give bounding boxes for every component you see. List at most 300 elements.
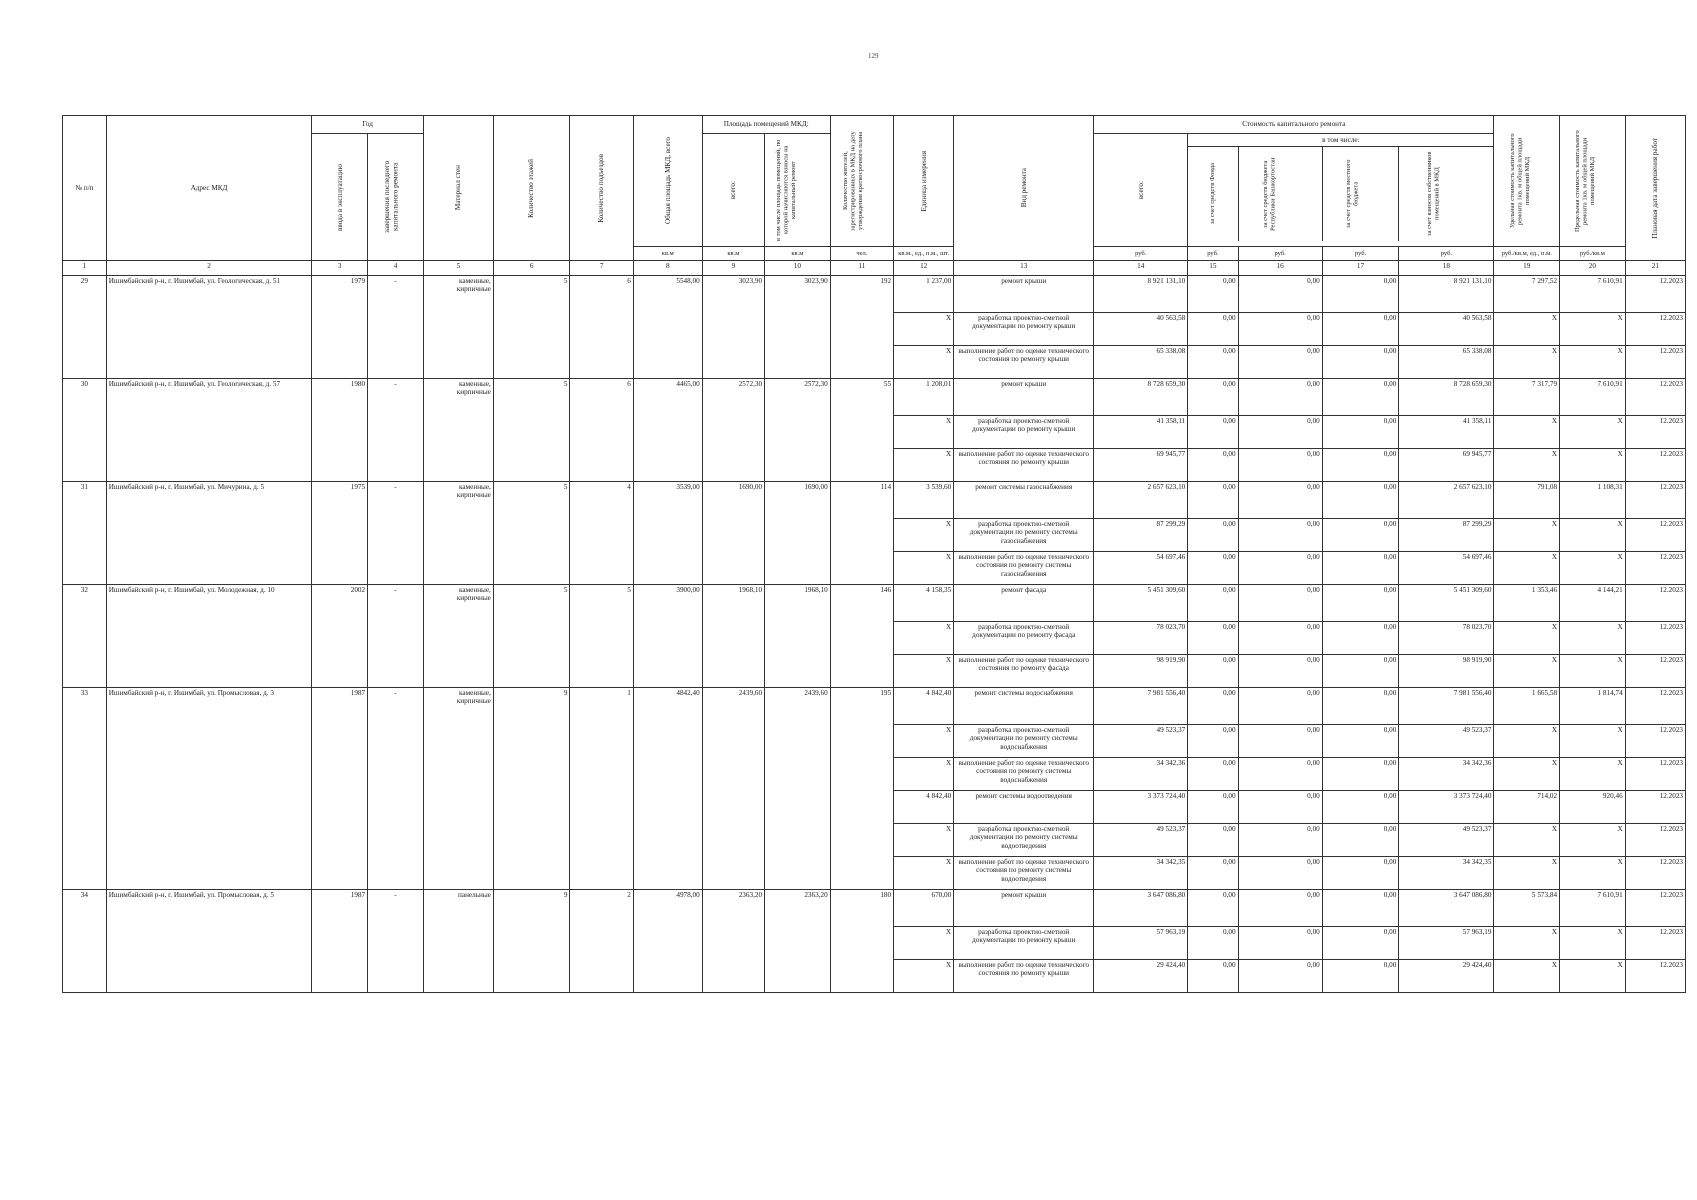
house-entrances: 5: [570, 585, 633, 688]
cost-rb-budget: 0,00: [1238, 379, 1322, 416]
header-work-type: Вид ремонта: [954, 116, 1094, 261]
work-qty: X: [894, 824, 954, 857]
column-number: 1: [63, 261, 107, 276]
max-cost: 1 814,74: [1560, 688, 1626, 725]
house-premises-repair: 2439,60: [765, 688, 831, 890]
unit-area-premises: кв.м: [702, 247, 764, 261]
cost-rb-budget: 0,00: [1238, 313, 1322, 346]
unit-cost: 7 297,52: [1494, 276, 1560, 313]
cost-rb-budget: 0,00: [1238, 449, 1322, 482]
deadline-date: 12.2023: [1625, 313, 1685, 346]
cost-total: 57 963,19: [1094, 927, 1188, 960]
max-cost: X: [1560, 622, 1626, 655]
work-name: ремонт системы газоснабжения: [954, 482, 1094, 519]
column-number: 11: [830, 261, 893, 276]
unit-cost: X: [1494, 552, 1560, 585]
cost-total: 41 358,11: [1094, 416, 1188, 449]
cost-rb-budget: 0,00: [1238, 688, 1322, 725]
work-name: ремонт фасада: [954, 585, 1094, 622]
cost-owners: 54 697,46: [1399, 552, 1494, 585]
header-cost-total: всего:: [1094, 134, 1188, 247]
header-walls: Материал стен: [423, 116, 493, 261]
cost-total: 29 424,40: [1094, 960, 1188, 993]
cost-rb-budget: 0,00: [1238, 890, 1322, 927]
house-residents: 114: [830, 482, 893, 585]
cost-owners: 49 523,37: [1399, 725, 1494, 758]
max-cost: X: [1560, 960, 1626, 993]
cost-fund: 0,00: [1188, 927, 1238, 960]
deadline-date: 12.2023: [1625, 725, 1685, 758]
cost-fund: 0,00: [1188, 276, 1238, 313]
deadline-date: 12.2023: [1625, 416, 1685, 449]
unit-cost: X: [1494, 927, 1560, 960]
unit-people: чел.: [830, 247, 893, 261]
work-name: выполнение работ по оценке технического состояния по ремонту крыши: [954, 346, 1094, 379]
work-qty: X: [894, 927, 954, 960]
cost-total: 40 563,58: [1094, 313, 1188, 346]
work-qty: X: [894, 313, 954, 346]
house-last-repair: -: [368, 585, 424, 688]
house-num: 32: [63, 585, 107, 688]
cost-owners: 49 523,37: [1399, 824, 1494, 857]
work-name: ремонт крыши: [954, 379, 1094, 416]
cost-owners: 78 023,70: [1399, 622, 1494, 655]
house-premises-repair: 1690,00: [765, 482, 831, 585]
deadline-date: 12.2023: [1625, 824, 1685, 857]
cost-local-budget: 0,00: [1322, 313, 1399, 346]
work-name: разработка проектно-сметной документации по ремонту крыши: [954, 927, 1094, 960]
cost-fund: 0,00: [1188, 416, 1238, 449]
cost-total: 87 299,29: [1094, 519, 1188, 552]
cost-total: 8 728 659,30: [1094, 379, 1188, 416]
work-name: выполнение работ по оценке технического состояния по ремонту системы водоотведения: [954, 857, 1094, 890]
unit-cost: X: [1494, 758, 1560, 791]
house-premises-repair: 3023,90: [765, 276, 831, 379]
house-residents: 180: [830, 890, 893, 993]
work-name: выполнение работ по оценке технического состояния по ремонту крыши: [954, 449, 1094, 482]
column-number: 20: [1560, 261, 1626, 276]
header-year-last-repair: завершения последнего капитального ремонта: [368, 134, 424, 261]
cost-local-budget: 0,00: [1322, 655, 1399, 688]
house-total-area: 3539,00: [633, 482, 702, 585]
cost-owners: 41 358,11: [1399, 416, 1494, 449]
house-address: Ишимбайский р-н, г. Ишимбай, ул. Промысловая, д. 5: [106, 890, 312, 993]
work-qty: X: [894, 449, 954, 482]
cost-rb-budget: 0,00: [1238, 791, 1322, 824]
max-cost: 7 610,91: [1560, 379, 1626, 416]
house-num: 33: [63, 688, 107, 890]
cost-fund: 0,00: [1188, 552, 1238, 585]
work-name: разработка проектно-сметной документации по ремонту системы водоотведения: [954, 824, 1094, 857]
cost-owners: 34 342,35: [1399, 857, 1494, 890]
house-last-repair: -: [368, 688, 424, 890]
unit-cost: X: [1494, 346, 1560, 379]
unit-measure: кв.м., ед., п.м., шт.: [894, 247, 954, 261]
header-fund: за счет средств Фонда: [1188, 147, 1238, 241]
cost-local-budget: 0,00: [1322, 346, 1399, 379]
cost-fund: 0,00: [1188, 824, 1238, 857]
column-number: 18: [1399, 261, 1494, 276]
deadline-date: 12.2023: [1625, 449, 1685, 482]
max-cost: X: [1560, 758, 1626, 791]
house-num: 29: [63, 276, 107, 379]
cost-total: 98 919,90: [1094, 655, 1188, 688]
cost-rb-budget: 0,00: [1238, 276, 1322, 313]
max-cost: 1 108,31: [1560, 482, 1626, 519]
header-max-cost: Предельная стоимость капитального ремонта 1кв. м общей площади помещений МКД: [1560, 116, 1626, 247]
cost-owners: 8 921 131,10: [1399, 276, 1494, 313]
header-rb-budget: за счет средств бюджета Республики Башкортостан: [1238, 147, 1322, 241]
header-floors: Количество этажей: [493, 116, 570, 261]
cost-total: 34 342,36: [1094, 758, 1188, 791]
deadline-date: 12.2023: [1625, 857, 1685, 890]
table-body: [63, 276, 1686, 993]
cost-fund: 0,00: [1188, 960, 1238, 993]
work-name: разработка проектно-сметной документации по ремонту крыши: [954, 313, 1094, 346]
house-floors: 9: [493, 688, 570, 890]
header-num: № п/п: [63, 116, 107, 261]
unit-cost: X: [1494, 857, 1560, 890]
unit-cost: 714,02: [1494, 791, 1560, 824]
cost-local-budget: 0,00: [1322, 622, 1399, 655]
unit-area-repair: кв.м: [765, 247, 831, 261]
deadline-date: 12.2023: [1625, 482, 1685, 519]
cost-fund: 0,00: [1188, 585, 1238, 622]
cost-total: 69 945,77: [1094, 449, 1188, 482]
house-premises-area: 1690,00: [702, 482, 764, 585]
house-address: Ишимбайский р-н, г. Ишимбай, ул. Промысловая, д. 3: [106, 688, 312, 890]
work-qty: X: [894, 857, 954, 890]
table-header: [63, 116, 1686, 276]
unit-cost: X: [1494, 519, 1560, 552]
unit-cost: X: [1494, 824, 1560, 857]
work-qty: X: [894, 655, 954, 688]
cost-rb-budget: 0,00: [1238, 824, 1322, 857]
house-premises-repair: 1968,10: [765, 585, 831, 688]
work-name: ремонт системы водоснабжения: [954, 688, 1094, 725]
cost-rb-budget: 0,00: [1238, 346, 1322, 379]
house-residents: 192: [830, 276, 893, 379]
cost-rb-budget: 0,00: [1238, 482, 1322, 519]
column-number: 10: [765, 261, 831, 276]
house-address: Ишимбайский р-н, г. Ишимбай, ул. Геологическая, д. 51: [106, 276, 312, 379]
house-address: Ишимбайский р-н, г. Ишимбай, ул. Мичурина, д. 5: [106, 482, 312, 585]
work-name: разработка проектно-сметной документации по ремонту системы водоснабжения: [954, 725, 1094, 758]
table-row: [63, 890, 1686, 927]
cost-fund: 0,00: [1188, 519, 1238, 552]
deadline-date: 12.2023: [1625, 585, 1685, 622]
cost-rb-budget: 0,00: [1238, 622, 1322, 655]
cost-owners: 98 919,90: [1399, 655, 1494, 688]
house-walls: каменные, кирпичные: [423, 276, 493, 379]
table-row: [63, 276, 1686, 313]
max-cost: X: [1560, 449, 1626, 482]
house-year: 1979: [312, 276, 368, 379]
deadline-date: 12.2023: [1625, 927, 1685, 960]
column-number: 21: [1625, 261, 1685, 276]
header-local-budget: за счет средств местного бюджета: [1322, 147, 1398, 241]
work-name: ремонт крыши: [954, 276, 1094, 313]
cost-owners: 7 981 556,40: [1399, 688, 1494, 725]
deadline-date: 12.2023: [1625, 758, 1685, 791]
house-floors: 5: [493, 276, 570, 379]
cost-local-budget: 0,00: [1322, 791, 1399, 824]
cost-owners: 8 728 659,30: [1399, 379, 1494, 416]
house-residents: 195: [830, 688, 893, 890]
deadline-date: 12.2023: [1625, 890, 1685, 927]
house-last-repair: -: [368, 890, 424, 993]
column-number: 4: [368, 261, 424, 276]
column-numbers-row: [63, 261, 1686, 276]
header-deadline: Плановая дата завершения работ: [1625, 116, 1685, 261]
cost-fund: 0,00: [1188, 379, 1238, 416]
table-row: [63, 379, 1686, 416]
cost-total: 49 523,37: [1094, 725, 1188, 758]
cost-local-budget: 0,00: [1322, 379, 1399, 416]
max-cost: X: [1560, 416, 1626, 449]
deadline-date: 12.2023: [1625, 655, 1685, 688]
column-number: 5: [423, 261, 493, 276]
cost-fund: 0,00: [1188, 725, 1238, 758]
column-number: 19: [1494, 261, 1560, 276]
deadline-date: 12.2023: [1625, 346, 1685, 379]
column-number: 8: [633, 261, 702, 276]
max-cost: X: [1560, 725, 1626, 758]
house-premises-area: 2439,60: [702, 688, 764, 890]
work-qty: X: [894, 346, 954, 379]
header-unit: Единица измерения: [894, 116, 954, 247]
cost-fund: 0,00: [1188, 791, 1238, 824]
cost-local-budget: 0,00: [1322, 276, 1399, 313]
max-cost: X: [1560, 313, 1626, 346]
cost-total: 2 657 623,10: [1094, 482, 1188, 519]
house-premises-area: 3023,90: [702, 276, 764, 379]
max-cost: 4 144,21: [1560, 585, 1626, 622]
page-number: 129: [868, 52, 879, 60]
cost-fund: 0,00: [1188, 482, 1238, 519]
cost-total: 49 523,37: [1094, 824, 1188, 857]
cost-owners: 65 338,08: [1399, 346, 1494, 379]
cost-local-budget: 0,00: [1322, 449, 1399, 482]
cost-rb-budget: 0,00: [1238, 960, 1322, 993]
work-qty: 1 208,01: [894, 379, 954, 416]
work-name: разработка проектно-сметной документации по ремонту системы газоснабжения: [954, 519, 1094, 552]
max-cost: X: [1560, 519, 1626, 552]
cost-fund: 0,00: [1188, 857, 1238, 890]
column-number: 7: [570, 261, 633, 276]
unit-cost: X: [1494, 725, 1560, 758]
unit-cost: 5 573,84: [1494, 890, 1560, 927]
unit-cost: 791,08: [1494, 482, 1560, 519]
work-qty: X: [894, 552, 954, 585]
unit-cost: X: [1494, 449, 1560, 482]
deadline-date: 12.2023: [1625, 552, 1685, 585]
cost-local-budget: 0,00: [1322, 482, 1399, 519]
cost-local-budget: 0,00: [1322, 725, 1399, 758]
house-entrances: 2: [570, 890, 633, 993]
house-entrances: 1: [570, 688, 633, 890]
column-number: 14: [1094, 261, 1188, 276]
house-total-area: 4465,00: [633, 379, 702, 482]
repair-plan-table: [62, 115, 1686, 993]
work-name: выполнение работ по оценке технического состояния по ремонту крыши: [954, 960, 1094, 993]
cost-total: 34 342,35: [1094, 857, 1188, 890]
cost-local-budget: 0,00: [1322, 927, 1399, 960]
work-qty: X: [894, 960, 954, 993]
cost-fund: 0,00: [1188, 346, 1238, 379]
header-cost: Стоимость капитального ремонта: [1094, 116, 1494, 134]
cost-total: 7 981 556,40: [1094, 688, 1188, 725]
house-walls: каменные, кирпичные: [423, 585, 493, 688]
max-cost: 7 610,91: [1560, 276, 1626, 313]
cost-local-budget: 0,00: [1322, 758, 1399, 791]
column-number: 13: [954, 261, 1094, 276]
house-total-area: 4978,00: [633, 890, 702, 993]
unit-rub-fund: руб.: [1188, 247, 1238, 261]
header-owners: за счет взносов собственников помещений в МКД: [1399, 147, 1494, 241]
deadline-date: 12.2023: [1625, 622, 1685, 655]
cost-local-budget: 0,00: [1322, 416, 1399, 449]
max-cost: X: [1560, 346, 1626, 379]
cost-local-budget: 0,00: [1322, 824, 1399, 857]
house-year: 1987: [312, 890, 368, 993]
cost-owners: 3 373 724,40: [1399, 791, 1494, 824]
house-last-repair: -: [368, 379, 424, 482]
cost-fund: 0,00: [1188, 688, 1238, 725]
table-row: [63, 585, 1686, 622]
house-num: 30: [63, 379, 107, 482]
house-walls: каменные, кирпичные: [423, 688, 493, 890]
deadline-date: 12.2023: [1625, 688, 1685, 725]
unit-rub-rb: руб.: [1238, 247, 1322, 261]
cost-total: 54 697,46: [1094, 552, 1188, 585]
house-entrances: 4: [570, 482, 633, 585]
unit-cost: 1 665,58: [1494, 688, 1560, 725]
header-premises-total: всего:: [702, 134, 764, 247]
unit-cost: X: [1494, 622, 1560, 655]
header-year: Год: [312, 116, 424, 134]
cost-owners: 69 945,77: [1399, 449, 1494, 482]
unit-rub-local: руб.: [1322, 247, 1399, 261]
unit-rub-owners: руб.: [1399, 247, 1494, 261]
cost-owners: 29 424,40: [1399, 960, 1494, 993]
unit-cost: 1 353,46: [1494, 585, 1560, 622]
house-walls: каменные, кирпичные: [423, 379, 493, 482]
cost-rb-budget: 0,00: [1238, 758, 1322, 791]
column-number: 17: [1322, 261, 1399, 276]
house-residents: 55: [830, 379, 893, 482]
cost-local-budget: 0,00: [1322, 519, 1399, 552]
work-qty: 670,00: [894, 890, 954, 927]
cost-local-budget: 0,00: [1322, 960, 1399, 993]
cost-rb-budget: 0,00: [1238, 519, 1322, 552]
header-entrances: Количество подъездов: [570, 116, 633, 261]
house-total-area: 3900,00: [633, 585, 702, 688]
house-floors: 5: [493, 482, 570, 585]
max-cost: X: [1560, 824, 1626, 857]
house-residents: 146: [830, 585, 893, 688]
cost-rb-budget: 0,00: [1238, 857, 1322, 890]
work-name: ремонт системы водоотведения: [954, 791, 1094, 824]
cost-total: 5 451 309,60: [1094, 585, 1188, 622]
work-qty: 4 842,40: [894, 688, 954, 725]
cost-owners: 40 563,58: [1399, 313, 1494, 346]
column-number: 6: [493, 261, 570, 276]
house-walls: панельные: [423, 890, 493, 993]
header-unit-cost: Удельная стоимость капитального ремонта 1кв. м общей площади помещений МКД: [1494, 116, 1560, 247]
work-qty: X: [894, 416, 954, 449]
cost-local-budget: 0,00: [1322, 688, 1399, 725]
unit-cost: X: [1494, 655, 1560, 688]
work-qty: 4 842,40: [894, 791, 954, 824]
cost-rb-budget: 0,00: [1238, 585, 1322, 622]
unit-cost: X: [1494, 313, 1560, 346]
cost-local-budget: 0,00: [1322, 857, 1399, 890]
house-num: 34: [63, 890, 107, 993]
max-cost: X: [1560, 655, 1626, 688]
cost-rb-budget: 0,00: [1238, 725, 1322, 758]
house-entrances: 6: [570, 276, 633, 379]
cost-total: 8 921 131,10: [1094, 276, 1188, 313]
house-address: Ишимбайский р-н, г. Ишимбай, ул. Молодежная, д. 10: [106, 585, 312, 688]
cost-total: 3 373 724,40: [1094, 791, 1188, 824]
cost-total: 65 338,08: [1094, 346, 1188, 379]
header-residents: Количество жителей, зарегистрированных в МКД на дату утверждения краткосрочного плана: [830, 116, 893, 247]
house-premises-area: 2572,30: [702, 379, 764, 482]
house-premises-repair: 2363,20: [765, 890, 831, 993]
cost-rb-budget: 0,00: [1238, 927, 1322, 960]
cost-total: 3 647 086,80: [1094, 890, 1188, 927]
header-premises-area: Площадь помещений МКД:: [702, 116, 830, 134]
house-premises-repair: 2572,30: [765, 379, 831, 482]
deadline-date: 12.2023: [1625, 379, 1685, 416]
work-qty: 1 237,00: [894, 276, 954, 313]
cost-fund: 0,00: [1188, 890, 1238, 927]
cost-owners: 34 342,36: [1399, 758, 1494, 791]
header-premises-repair: в том числе площадь помещений, по которой начисляются взносы на капитальный ремонт: [765, 134, 831, 247]
house-floors: 5: [493, 379, 570, 482]
max-cost: X: [1560, 927, 1626, 960]
unit-cost: X: [1494, 960, 1560, 993]
unit-cost: 7 317,79: [1494, 379, 1560, 416]
house-year: 2002: [312, 585, 368, 688]
house-num: 31: [63, 482, 107, 585]
work-name: выполнение работ по оценке технического состояния по ремонту системы газоснабжения: [954, 552, 1094, 585]
house-last-repair: -: [368, 276, 424, 379]
cost-owners: 2 657 623,10: [1399, 482, 1494, 519]
deadline-date: 12.2023: [1625, 791, 1685, 824]
table-row: [63, 482, 1686, 519]
cost-fund: 0,00: [1188, 449, 1238, 482]
cost-rb-budget: 0,00: [1238, 416, 1322, 449]
work-name: выполнение работ по оценке технического состояния по ремонту фасада: [954, 655, 1094, 688]
cost-total: 78 023,70: [1094, 622, 1188, 655]
work-qty: 3 539,60: [894, 482, 954, 519]
column-number: 15: [1188, 261, 1238, 276]
column-number: 3: [312, 261, 368, 276]
header-total-area: Общая площадь МКД, всего: [633, 116, 702, 247]
cost-fund: 0,00: [1188, 313, 1238, 346]
cost-rb-budget: 0,00: [1238, 655, 1322, 688]
work-qty: 4 158,35: [894, 585, 954, 622]
max-cost: X: [1560, 552, 1626, 585]
max-cost: 7 610,91: [1560, 890, 1626, 927]
house-year: 1987: [312, 688, 368, 890]
house-total-area: 5548,00: [633, 276, 702, 379]
cost-local-budget: 0,00: [1322, 585, 1399, 622]
unit-rub-per-unit: руб./кв.м, ед., п.м.: [1494, 247, 1560, 261]
work-name: выполнение работ по оценке технического состояния по ремонту системы водоснабжения: [954, 758, 1094, 791]
